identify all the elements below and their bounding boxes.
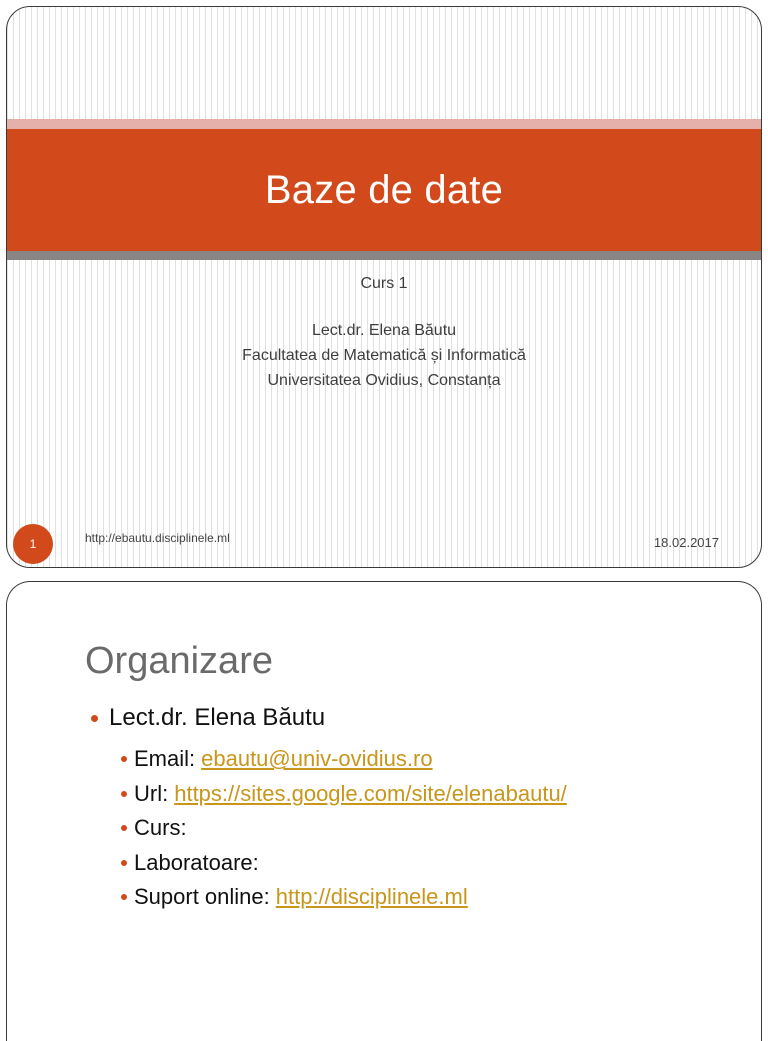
item-label: Laboratoare: [134, 849, 259, 875]
bullet-icon [121, 894, 127, 900]
footer-url[interactable]: http://ebautu.disciplinele.ml [85, 531, 230, 545]
list-item-url [121, 777, 567, 812]
slide-title: Baze de date [264, 167, 504, 212]
email-link[interactable]: ebautu@univ-ovidius.ro [201, 746, 433, 772]
pink-accent-band [7, 119, 761, 129]
list-item-email [121, 742, 567, 777]
bullet-icon [121, 860, 127, 866]
list-item-laboratoare [121, 846, 567, 881]
list-item-suport-online [121, 880, 567, 915]
gray-accent-band [7, 251, 761, 260]
bullet-icon [121, 825, 127, 831]
faculty-name: Facultatea de Matematică și Informatică [242, 347, 526, 364]
university-name: Universitatea Ovidius, Constanța [267, 372, 501, 389]
item-label: Url: [134, 780, 169, 806]
footer-date: 18.02.2017 [653, 535, 719, 550]
course-label: Curs 1 [360, 275, 408, 292]
subtitle-block [7, 271, 761, 393]
slide-heading: Organizare [85, 640, 273, 682]
author-name: Lect.dr. Elena Băutu [311, 322, 457, 339]
item-label: Suport online: [134, 884, 270, 910]
item-label: Email: [134, 746, 196, 772]
item-label: Curs: [134, 815, 187, 841]
main-bullet-text: Lect.dr. Elena Băutu [109, 704, 326, 731]
website-link[interactable]: https://sites.google.com/site/elenabautu/ [174, 780, 567, 806]
title-band [7, 129, 761, 251]
bullet-icon [121, 756, 127, 762]
bullet-icon [91, 715, 98, 722]
bullet-icon [121, 791, 127, 797]
slide-number-badge: 1 [13, 524, 53, 564]
main-bullet-item [91, 704, 325, 732]
list-item-curs [121, 811, 567, 846]
online-support-link[interactable]: http://disciplinele.ml [275, 884, 468, 910]
title-slide [6, 6, 762, 568]
contact-list [121, 742, 567, 915]
organizare-slide [6, 581, 762, 1041]
